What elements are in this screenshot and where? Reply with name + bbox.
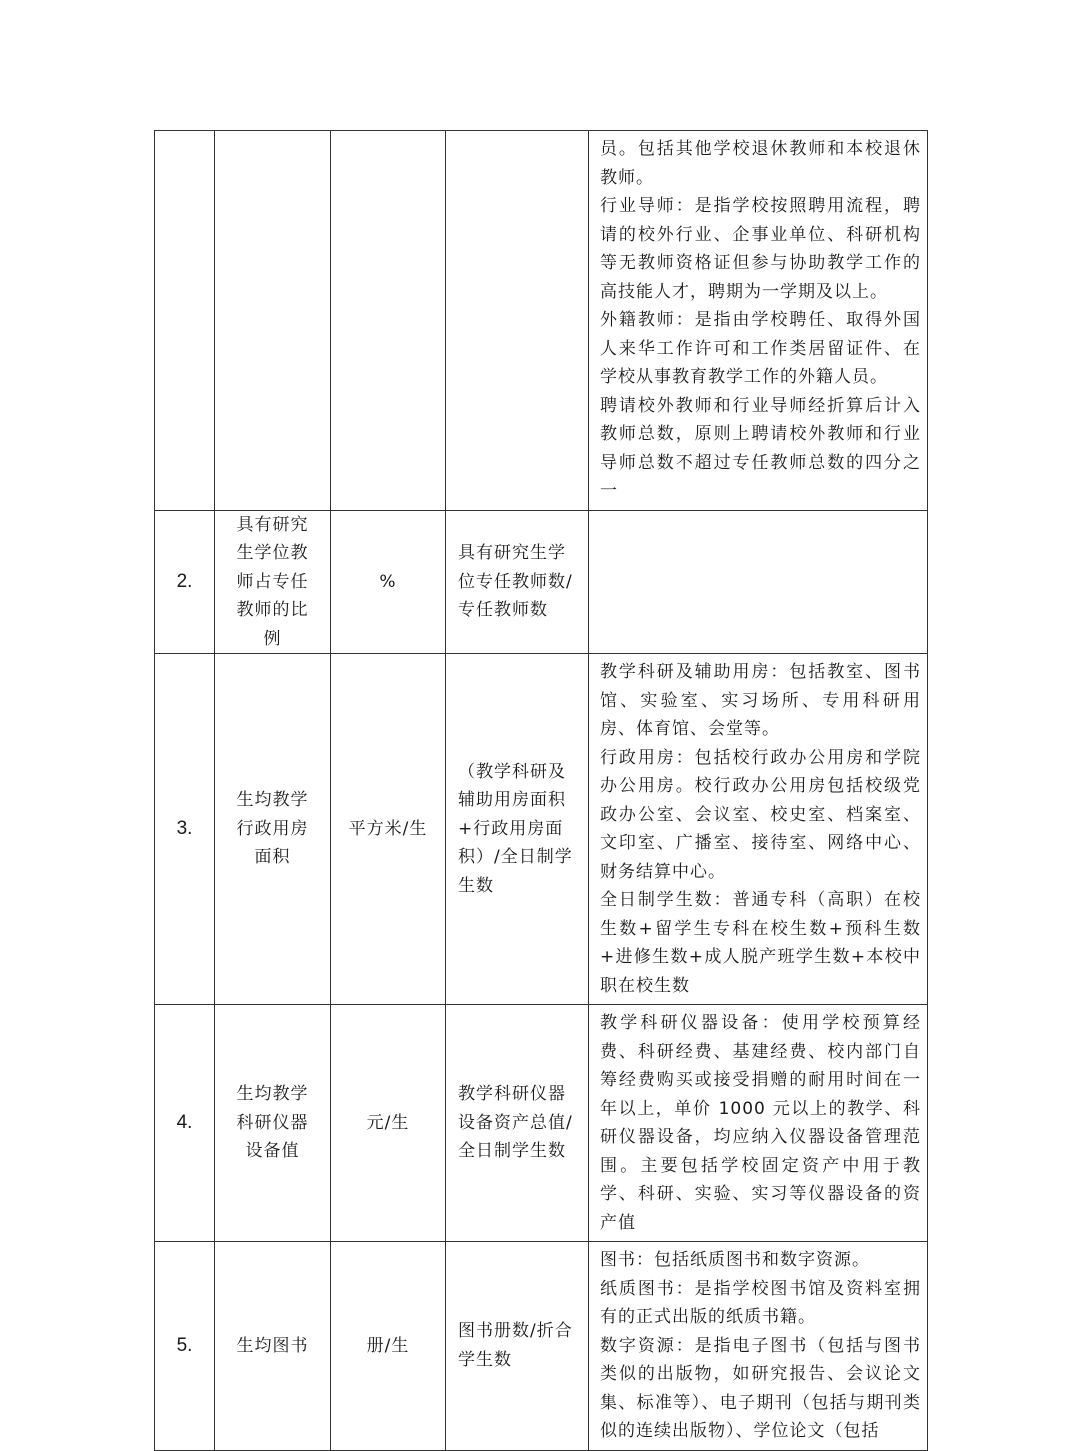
row-number: 3. [155, 654, 215, 1005]
indicator-name [215, 131, 331, 511]
row-number: 4. [155, 1005, 215, 1242]
indicator-formula: （教学科研及辅助用房面积+行政用房面积）/全日制学生数 [446, 654, 589, 1005]
description-paragraph: 数字资源：是指电子图书（包括与图书类似的出版物，如研究报告、会议论文集、标准等）、电子期刊（包括与期刊类似的连续出版物）、学位论文（包括 [600, 1335, 921, 1441]
table-row [155, 1005, 928, 1242]
indicator-description [589, 131, 928, 511]
row-number [155, 131, 215, 511]
description-paragraph: 行政用房：包括校行政办公用房和学院办公用房。校行政办公用房包括校级党政办公室、会议室、校史室、档案室、文印室、广播室、接待室、网络中心、财务结算中心。 [600, 747, 921, 882]
indicator-formula: 教学科研仪器设备资产总值/全日制学生数 [446, 1005, 589, 1242]
table-row [155, 131, 928, 511]
indicator-unit: % [331, 510, 446, 654]
description-paragraph: 聘请校外教师和行业导师经折算后计入教师总数，原则上聘请校外教师和行业导师总数不超过专任教师总数的四分之一 [600, 395, 921, 501]
indicator-name: 生均教学行政用房面积 [215, 654, 331, 1005]
indicator-name: 生均教学科研仪器设备值 [215, 1005, 331, 1242]
indicator-name: 具有研究生学位教师占专任教师的比例 [215, 510, 331, 654]
description-paragraph: 教学科研仪器设备：使用学校预算经费、科研经费、基建经费、校内部门自筹经费购买或接受捐赠的耐用时间在一年以上，单价 1000 元以上的教学、科研仪器设备，均应纳入仪器设备管理范围。主要包括学校固定资产中用于教学、科研、实验、实习等仪器设备的资产值 [600, 1013, 921, 1233]
indicator-formula [446, 131, 589, 511]
indicator-description [589, 510, 928, 654]
indicator-formula: 具有研究生学位专任教师数/专任教师数 [446, 510, 589, 654]
row-number: 5. [155, 1242, 215, 1451]
description-paragraph: 图书：包括纸质图书和数字资源。 [600, 1250, 870, 1270]
indicator-unit: 册/生 [331, 1242, 446, 1451]
indicator-unit: 平方米/生 [331, 654, 446, 1005]
indicator-unit [331, 131, 446, 511]
description-paragraph: 行业导师：是指学校按照聘用流程，聘请的校外行业、企事业单位、科研机构等无教师资格证但参与协助教学工作的高技能人才，聘期为一学期及以上。 [600, 196, 921, 302]
indicator-name: 生均图书 [215, 1242, 331, 1451]
indicator-unit: 元/生 [331, 1005, 446, 1242]
description-paragraph: 员。包括其他学校退休教师和本校退休教师。 [600, 139, 921, 188]
table-row [155, 654, 928, 1005]
indicator-description [589, 654, 928, 1005]
description-paragraph: 全日制学生数：普通专科（高职）在校生数+留学生专科在校生数+预科生数+进修生数+成人脱产班学生数+本校中职在校生数 [600, 890, 921, 996]
description-paragraph: 教学科研及辅助用房：包括教室、图书馆、实验室、实习场所、专用科研用房、体育馆、会堂等。 [600, 662, 921, 739]
table-row [155, 1242, 928, 1451]
description-paragraph: 纸质图书：是指学校图书馆及资料室拥有的正式出版的纸质书籍。 [600, 1278, 921, 1327]
indicator-formula: 图书册数/折合学生数 [446, 1242, 589, 1451]
indicator-table [154, 130, 928, 1451]
indicator-description [589, 1005, 928, 1242]
table-row [155, 510, 928, 654]
row-number: 2. [155, 510, 215, 654]
indicator-description [589, 1242, 928, 1451]
description-paragraph: 外籍教师：是指由学校聘任、取得外国人来华工作许可和工作类居留证件、在学校从事教育教学工作的外籍人员。 [600, 310, 921, 387]
